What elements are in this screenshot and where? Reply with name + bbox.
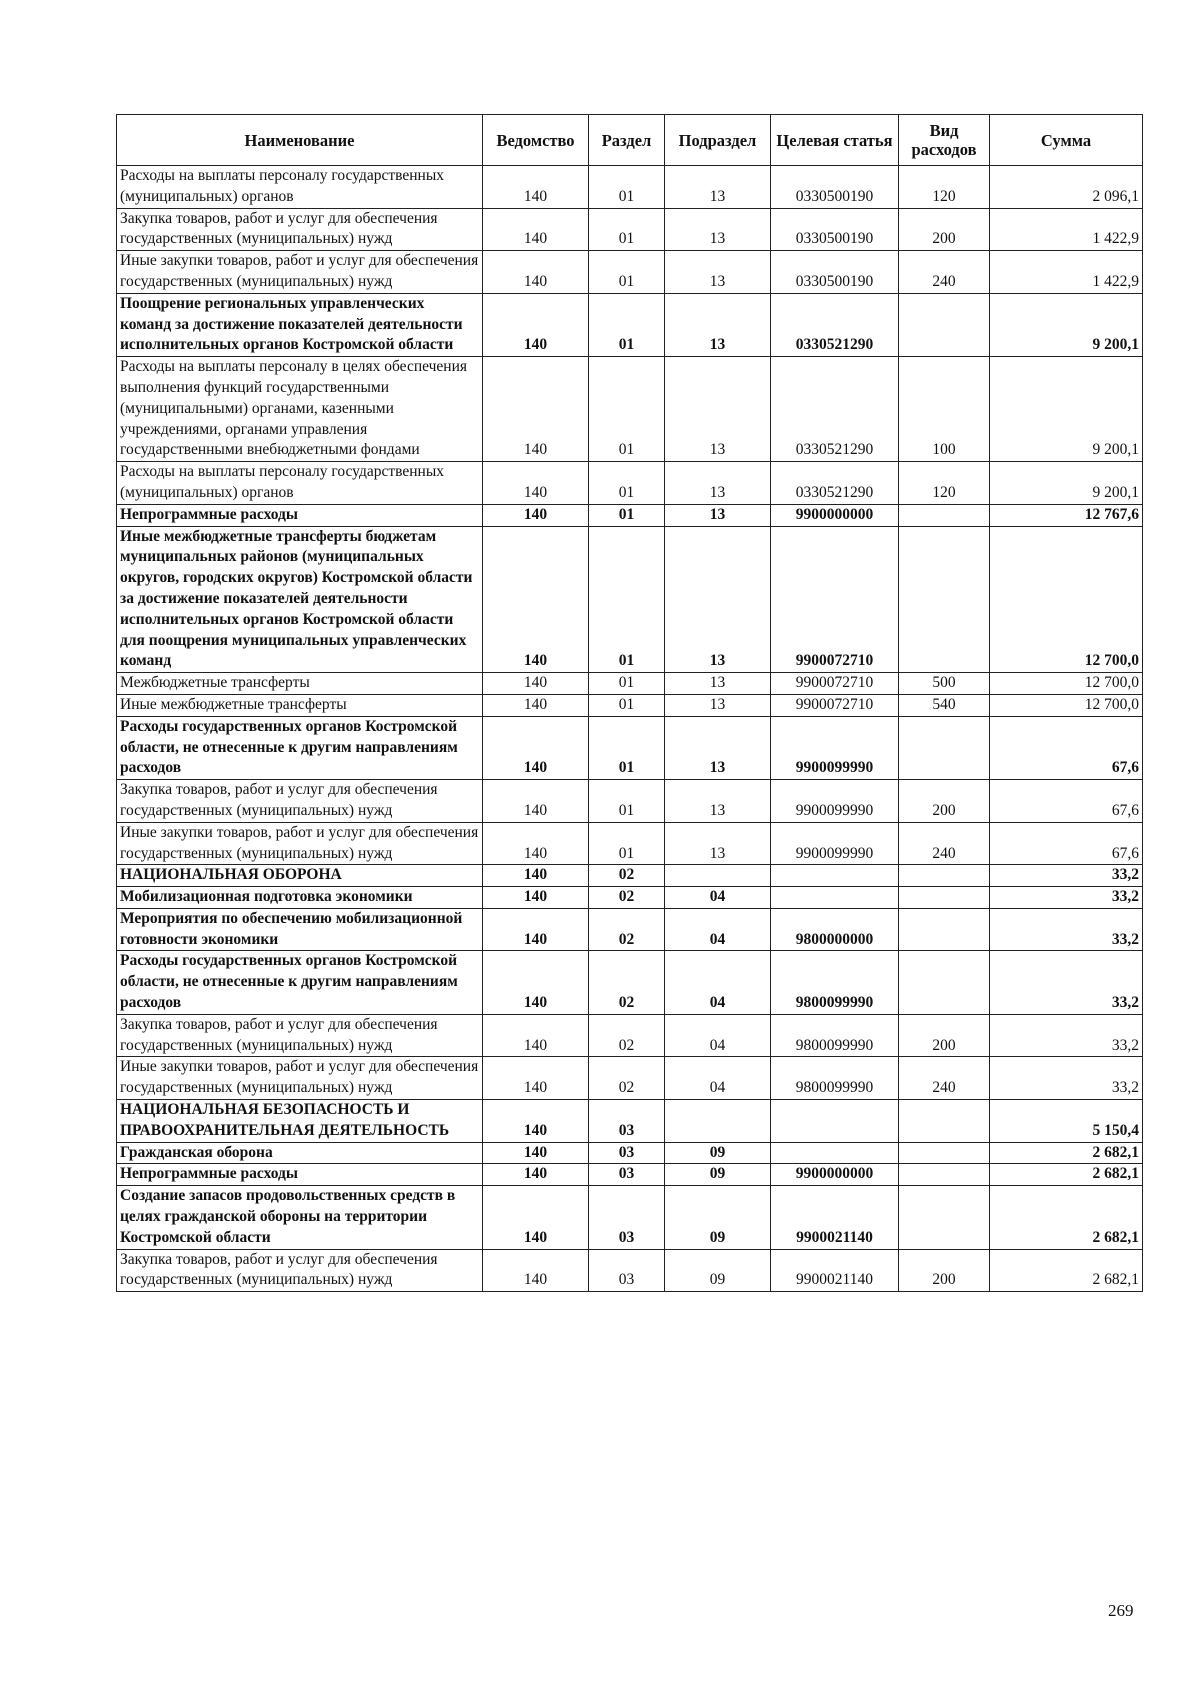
cell-subsection: 13 [665, 462, 771, 505]
cell-name: Иные закупки товаров, работ и услуг для обеспечения государственных (муниципальных) нужд [117, 822, 483, 865]
header-expense-type: Вид расходов [899, 115, 990, 166]
cell-name: Межбюджетные трансферты [117, 673, 483, 695]
cell-name: Расходы государственных органов Костромской области, не отнесенные к другим направлениям расходов [117, 951, 483, 1014]
cell-section: 03 [589, 1142, 665, 1164]
cell-expense-type [899, 1186, 990, 1249]
table-row [117, 951, 1143, 1014]
cell-amount: 67,6 [990, 780, 1143, 823]
cell-section: 02 [589, 951, 665, 1014]
cell-subsection: 13 [665, 166, 771, 209]
cell-section: 03 [589, 1249, 665, 1292]
cell-subsection: 13 [665, 716, 771, 779]
cell-department: 140 [483, 504, 589, 526]
cell-section: 01 [589, 780, 665, 823]
cell-target-article: 9800000000 [771, 908, 899, 951]
table-row [117, 1186, 1143, 1249]
cell-name: Закупка товаров, работ и услуг для обеспечения государственных (муниципальных) нужд [117, 208, 483, 251]
cell-name: Иные закупки товаров, работ и услуг для обеспечения государственных (муниципальных) нужд [117, 1057, 483, 1100]
cell-amount: 67,6 [990, 822, 1143, 865]
cell-department: 140 [483, 1186, 589, 1249]
cell-department: 140 [483, 251, 589, 294]
table-row [117, 865, 1143, 887]
cell-amount: 2 682,1 [990, 1186, 1143, 1249]
cell-target-article: 9900072710 [771, 526, 899, 673]
cell-section: 01 [589, 166, 665, 209]
cell-expense-type [899, 1142, 990, 1164]
cell-target-article: 9900021140 [771, 1186, 899, 1249]
cell-subsection: 04 [665, 887, 771, 909]
table-row [117, 1249, 1143, 1292]
cell-section: 01 [589, 526, 665, 673]
cell-amount: 33,2 [990, 908, 1143, 951]
cell-name: Непрограммные расходы [117, 504, 483, 526]
cell-section: 01 [589, 504, 665, 526]
header-name: Наименование [117, 115, 483, 166]
table-header-row [117, 115, 1143, 166]
cell-department: 140 [483, 716, 589, 779]
cell-amount: 33,2 [990, 951, 1143, 1014]
header-department: Ведомство [483, 115, 589, 166]
cell-section: 01 [589, 462, 665, 505]
cell-department: 140 [483, 865, 589, 887]
table-row [117, 462, 1143, 505]
cell-amount: 1 422,9 [990, 251, 1143, 294]
table-body [117, 166, 1143, 1292]
table-row [117, 293, 1143, 356]
cell-name: Расходы государственных органов Костромской области, не отнесенные к другим направлениям расходов [117, 716, 483, 779]
cell-department: 140 [483, 673, 589, 695]
cell-expense-type: 100 [899, 357, 990, 462]
cell-target-article: 9900099990 [771, 822, 899, 865]
cell-department: 140 [483, 293, 589, 356]
cell-amount: 67,6 [990, 716, 1143, 779]
cell-amount: 9 200,1 [990, 293, 1143, 356]
table-row [117, 780, 1143, 823]
cell-department: 140 [483, 1142, 589, 1164]
cell-target-article: 9900021140 [771, 1249, 899, 1292]
cell-expense-type: 500 [899, 673, 990, 695]
cell-expense-type: 540 [899, 694, 990, 716]
cell-section: 02 [589, 908, 665, 951]
header-section: Раздел [589, 115, 665, 166]
cell-amount: 2 096,1 [990, 166, 1143, 209]
cell-department: 140 [483, 1249, 589, 1292]
cell-section: 03 [589, 1100, 665, 1143]
table-row [117, 1014, 1143, 1057]
table-row [117, 887, 1143, 909]
table-row [117, 822, 1143, 865]
cell-amount: 12 767,6 [990, 504, 1143, 526]
cell-department: 140 [483, 1057, 589, 1100]
header-subsection: Подраздел [665, 115, 771, 166]
cell-target-article: 0330500190 [771, 166, 899, 209]
cell-expense-type [899, 526, 990, 673]
cell-target-article: 0330521290 [771, 357, 899, 462]
cell-amount: 12 700,0 [990, 526, 1143, 673]
cell-name: Расходы на выплаты персоналу государственных (муниципальных) органов [117, 462, 483, 505]
cell-amount: 33,2 [990, 1014, 1143, 1057]
cell-amount: 12 700,0 [990, 694, 1143, 716]
cell-department: 140 [483, 1014, 589, 1057]
cell-department: 140 [483, 1100, 589, 1143]
cell-name: Создание запасов продовольственных средств в целях гражданской обороны на территории Костромской области [117, 1186, 483, 1249]
table-row [117, 208, 1143, 251]
cell-expense-type: 200 [899, 1249, 990, 1292]
cell-expense-type [899, 1164, 990, 1186]
cell-name: Закупка товаров, работ и услуг для обеспечения государственных (муниципальных) нужд [117, 780, 483, 823]
cell-expense-type [899, 1100, 990, 1143]
cell-amount: 9 200,1 [990, 357, 1143, 462]
cell-subsection: 04 [665, 951, 771, 1014]
table-row [117, 1100, 1143, 1143]
cell-subsection: 13 [665, 357, 771, 462]
cell-expense-type: 240 [899, 251, 990, 294]
cell-section: 01 [589, 357, 665, 462]
cell-target-article [771, 887, 899, 909]
cell-amount: 33,2 [990, 1057, 1143, 1100]
cell-subsection: 09 [665, 1249, 771, 1292]
cell-subsection: 09 [665, 1142, 771, 1164]
cell-expense-type [899, 293, 990, 356]
cell-expense-type [899, 908, 990, 951]
table-row [117, 1057, 1143, 1100]
cell-amount: 2 682,1 [990, 1142, 1143, 1164]
cell-expense-type [899, 716, 990, 779]
table-row [117, 251, 1143, 294]
cell-name: НАЦИОНАЛЬНАЯ БЕЗОПАСНОСТЬ И ПРАВООХРАНИТЕЛЬНАЯ ДЕЯТЕЛЬНОСТЬ [117, 1100, 483, 1143]
cell-section: 02 [589, 887, 665, 909]
cell-department: 140 [483, 822, 589, 865]
cell-amount: 5 150,4 [990, 1100, 1143, 1143]
cell-department: 140 [483, 462, 589, 505]
cell-department: 140 [483, 951, 589, 1014]
header-amount: Сумма [990, 115, 1143, 166]
cell-target-article: 9800099990 [771, 1057, 899, 1100]
cell-subsection: 13 [665, 293, 771, 356]
cell-expense-type [899, 951, 990, 1014]
cell-expense-type [899, 887, 990, 909]
cell-expense-type: 200 [899, 1014, 990, 1057]
cell-target-article: 0330521290 [771, 293, 899, 356]
cell-expense-type: 120 [899, 462, 990, 505]
cell-target-article [771, 1142, 899, 1164]
cell-target-article: 0330500190 [771, 208, 899, 251]
cell-expense-type: 240 [899, 1057, 990, 1100]
cell-section: 02 [589, 1014, 665, 1057]
cell-section: 02 [589, 865, 665, 887]
cell-subsection [665, 1100, 771, 1143]
cell-amount: 9 200,1 [990, 462, 1143, 505]
cell-subsection: 09 [665, 1164, 771, 1186]
cell-expense-type: 240 [899, 822, 990, 865]
table-row [117, 694, 1143, 716]
cell-subsection: 04 [665, 1014, 771, 1057]
cell-target-article [771, 865, 899, 887]
cell-target-article: 9900072710 [771, 673, 899, 695]
cell-department: 140 [483, 166, 589, 209]
cell-section: 01 [589, 822, 665, 865]
cell-target-article: 9800099990 [771, 1014, 899, 1057]
cell-name: Иные закупки товаров, работ и услуг для обеспечения государственных (муниципальных) нужд [117, 251, 483, 294]
cell-department: 140 [483, 908, 589, 951]
cell-expense-type: 200 [899, 208, 990, 251]
cell-subsection: 13 [665, 694, 771, 716]
table-row [117, 166, 1143, 209]
cell-target-article: 9800099990 [771, 951, 899, 1014]
cell-subsection: 13 [665, 504, 771, 526]
table-row [117, 716, 1143, 779]
table-row [117, 357, 1143, 462]
table-row [117, 908, 1143, 951]
cell-subsection: 13 [665, 780, 771, 823]
cell-amount: 33,2 [990, 887, 1143, 909]
cell-target-article: 9900000000 [771, 1164, 899, 1186]
cell-subsection: 13 [665, 673, 771, 695]
cell-section: 03 [589, 1186, 665, 1249]
cell-department: 140 [483, 694, 589, 716]
cell-expense-type [899, 865, 990, 887]
cell-name: Непрограммные расходы [117, 1164, 483, 1186]
table-row [117, 1142, 1143, 1164]
cell-target-article: 9900099990 [771, 716, 899, 779]
cell-department: 140 [483, 887, 589, 909]
cell-name: Поощрение региональных управленческих команд за достижение показателей деятельности исполнительных органов Костромской области [117, 293, 483, 356]
cell-department: 140 [483, 208, 589, 251]
cell-name: Расходы на выплаты персоналу государственных (муниципальных) органов [117, 166, 483, 209]
cell-section: 01 [589, 251, 665, 294]
cell-target-article: 9900072710 [771, 694, 899, 716]
cell-section: 01 [589, 673, 665, 695]
cell-section: 03 [589, 1164, 665, 1186]
cell-department: 140 [483, 526, 589, 673]
table-row [117, 673, 1143, 695]
cell-name: Мобилизационная подготовка экономики [117, 887, 483, 909]
cell-name: Расходы на выплаты персоналу в целях обеспечения выполнения функций государственными (муниципальными) органами, казенными учреждениями, органами управления государственными внебюджетными фондами [117, 357, 483, 462]
table-row [117, 1164, 1143, 1186]
cell-amount: 12 700,0 [990, 673, 1143, 695]
table-row [117, 526, 1143, 673]
cell-section: 01 [589, 694, 665, 716]
cell-department: 140 [483, 357, 589, 462]
cell-amount: 1 422,9 [990, 208, 1143, 251]
cell-department: 140 [483, 780, 589, 823]
cell-subsection [665, 865, 771, 887]
cell-subsection: 04 [665, 1057, 771, 1100]
cell-name: Иные межбюджетные трансферты [117, 694, 483, 716]
cell-name: Гражданская оборона [117, 1142, 483, 1164]
cell-expense-type: 200 [899, 780, 990, 823]
cell-subsection: 13 [665, 251, 771, 294]
cell-subsection: 13 [665, 208, 771, 251]
cell-expense-type: 120 [899, 166, 990, 209]
table-row [117, 504, 1143, 526]
cell-target-article: 9900099990 [771, 780, 899, 823]
budget-table [116, 114, 1143, 1292]
cell-subsection: 09 [665, 1186, 771, 1249]
cell-amount: 33,2 [990, 865, 1143, 887]
header-target-article: Целевая статья [771, 115, 899, 166]
cell-target-article: 9900000000 [771, 504, 899, 526]
cell-section: 01 [589, 208, 665, 251]
cell-section: 01 [589, 716, 665, 779]
cell-section: 02 [589, 1057, 665, 1100]
cell-section: 01 [589, 293, 665, 356]
cell-department: 140 [483, 1164, 589, 1186]
cell-amount: 2 682,1 [990, 1164, 1143, 1186]
page-number: 269 [1108, 1601, 1134, 1620]
cell-amount: 2 682,1 [990, 1249, 1143, 1292]
cell-subsection: 13 [665, 822, 771, 865]
cell-subsection: 13 [665, 526, 771, 673]
cell-name: НАЦИОНАЛЬНАЯ ОБОРОНА [117, 865, 483, 887]
cell-expense-type [899, 504, 990, 526]
cell-target-article: 0330500190 [771, 251, 899, 294]
cell-subsection: 04 [665, 908, 771, 951]
cell-name: Мероприятия по обеспечению мобилизационной готовности экономики [117, 908, 483, 951]
cell-name: Иные межбюджетные трансферты бюджетам муниципальных районов (муниципальных округов, городских округов) Костромской области за достижение показателей деятельности исполнительных органов Костромской области для поощрения муниципальных управленческих команд [117, 526, 483, 673]
cell-target-article [771, 1100, 899, 1143]
cell-target-article: 0330521290 [771, 462, 899, 505]
cell-name: Закупка товаров, работ и услуг для обеспечения государственных (муниципальных) нужд [117, 1014, 483, 1057]
cell-name: Закупка товаров, работ и услуг для обеспечения государственных (муниципальных) нужд [117, 1249, 483, 1292]
